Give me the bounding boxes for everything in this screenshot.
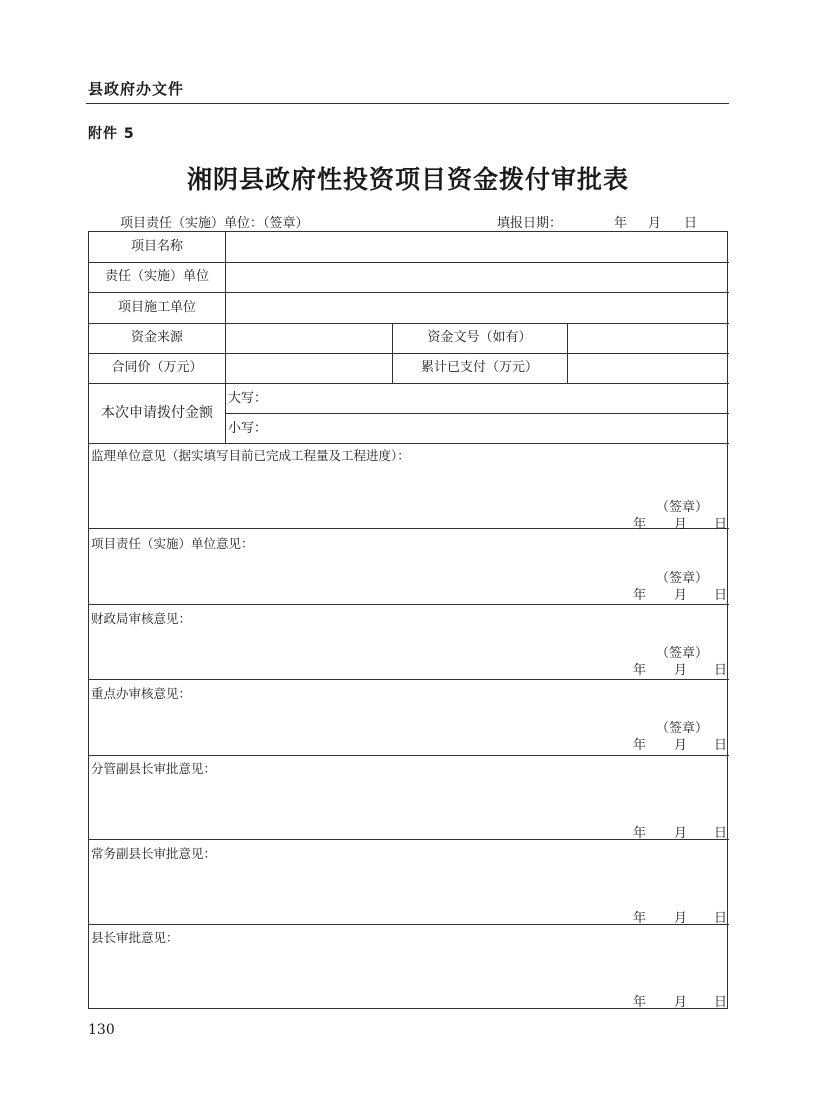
supervision-year: 年 bbox=[633, 517, 647, 532]
responsible-unit-year: 年 bbox=[633, 588, 647, 603]
fund-source-field[interactable] bbox=[226, 323, 392, 353]
form-title: 湘阴县政府性投资项目资金拨付审批表 bbox=[186, 165, 629, 194]
vice-county-head-year: 年 bbox=[633, 826, 647, 841]
key-office-opinion-label: 重点办审核意见： bbox=[91, 686, 192, 701]
row-divider bbox=[89, 755, 729, 756]
finance-bureau-year: 年 bbox=[633, 663, 647, 678]
project-name-field[interactable] bbox=[226, 232, 728, 262]
responsible-unit-month: 月 bbox=[674, 588, 688, 603]
vice-county-head-opinion-label: 分管副县长审批意见： bbox=[91, 761, 217, 776]
fill-date-day: 日 bbox=[684, 216, 698, 231]
project-name-label: 项目名称 bbox=[130, 239, 183, 254]
key-office-day: 日 bbox=[714, 738, 728, 753]
supervision-day: 日 bbox=[714, 517, 728, 532]
fund-doc-no-field[interactable] bbox=[568, 323, 728, 353]
executive-vice-head-day: 日 bbox=[714, 911, 728, 926]
key-office-year: 年 bbox=[633, 738, 647, 753]
contract-price-label: 合同价（万元） bbox=[111, 360, 203, 375]
page-number: 130 bbox=[88, 1022, 115, 1038]
cumulative-paid-label: 累计已支付（万元） bbox=[420, 360, 538, 375]
responsible-unit-opinion-label: 项目责任（实施）单位意见： bbox=[91, 536, 254, 551]
county-head-month: 月 bbox=[674, 995, 688, 1010]
uppercase-amount-field[interactable]: 大写： bbox=[228, 391, 268, 406]
fill-date-year: 年 bbox=[614, 216, 628, 231]
executive-vice-head-opinion-label: 常务副县长审批意见： bbox=[91, 846, 217, 861]
row-divider bbox=[89, 679, 729, 680]
responsible-unit-seal-label: （签章） bbox=[656, 571, 709, 586]
fill-date-label: 填报日期： bbox=[497, 216, 563, 231]
finance-bureau-month: 月 bbox=[674, 663, 688, 678]
county-head-year: 年 bbox=[633, 995, 647, 1010]
responsible-unit-day: 日 bbox=[714, 588, 728, 603]
fund-source-label: 资金来源 bbox=[130, 330, 183, 345]
header-rule bbox=[86, 103, 729, 104]
key-office-seal-label: （签章） bbox=[656, 721, 709, 736]
county-head-day: 日 bbox=[714, 995, 728, 1010]
key-office-month: 月 bbox=[674, 738, 688, 753]
vice-county-head-day: 日 bbox=[714, 826, 728, 841]
request-amount-label: 本次申请拨付金额 bbox=[101, 405, 213, 421]
construction-unit-field[interactable] bbox=[226, 293, 728, 323]
finance-bureau-opinion-label: 财政局审核意见： bbox=[91, 611, 192, 626]
cumulative-paid-field[interactable] bbox=[568, 353, 728, 383]
supervision-seal-label: （签章） bbox=[656, 500, 709, 515]
vice-county-head-month: 月 bbox=[674, 826, 688, 841]
finance-bureau-day: 日 bbox=[714, 663, 728, 678]
fill-date-month: 月 bbox=[648, 216, 662, 231]
row-divider bbox=[89, 604, 729, 605]
responsible-unit-label: 责任（实施）单位 bbox=[104, 269, 209, 284]
attachment-label: 附件 5 bbox=[88, 126, 135, 142]
contract-price-field[interactable] bbox=[226, 353, 392, 383]
supervision-month: 月 bbox=[674, 517, 688, 532]
document-series-title: 县政府办文件 bbox=[88, 80, 185, 98]
finance-bureau-seal-label: （签章） bbox=[656, 646, 709, 661]
responsible-unit-field[interactable] bbox=[226, 262, 728, 292]
lowercase-amount-field[interactable]: 小写： bbox=[228, 421, 268, 436]
executive-vice-head-year: 年 bbox=[633, 911, 647, 926]
construction-unit-label: 项目施工单位 bbox=[117, 300, 196, 315]
supervision-opinion-label: 监理单位意见（据实填写目前已完成工程量及工程进度）： bbox=[91, 448, 410, 463]
approval-form-table bbox=[88, 231, 728, 1009]
county-head-opinion-label: 县长审批意见： bbox=[91, 930, 179, 945]
executive-vice-head-month: 月 bbox=[674, 911, 688, 926]
unit-seal-label: 项目责任（实施）单位：（签章） bbox=[120, 216, 309, 231]
fund-doc-no-label: 资金文号（如有） bbox=[427, 330, 532, 345]
